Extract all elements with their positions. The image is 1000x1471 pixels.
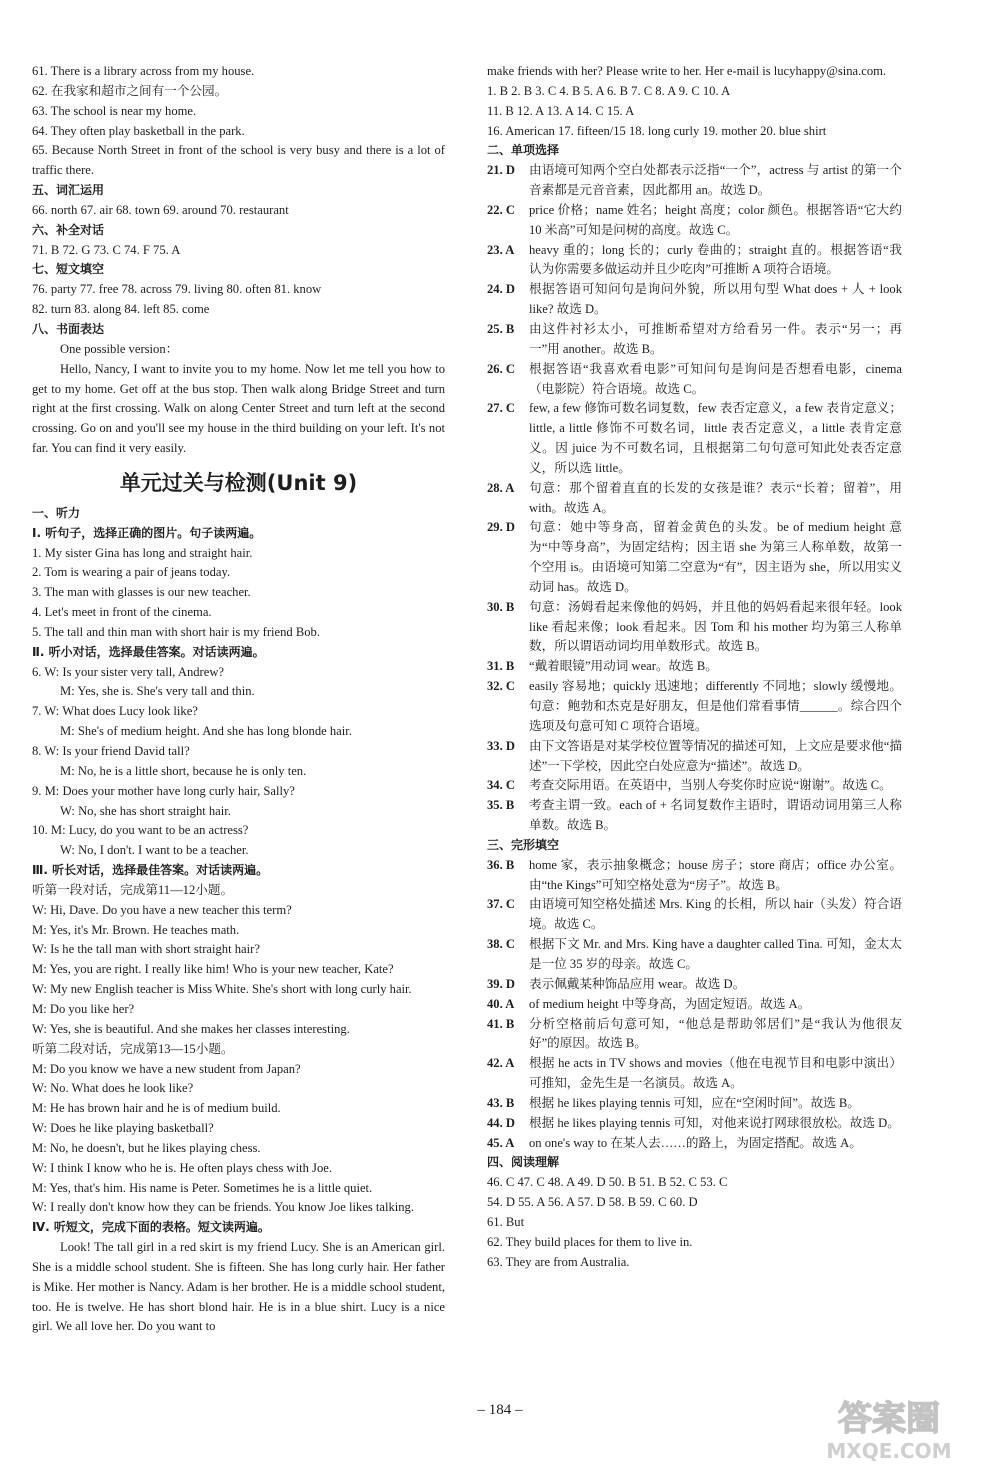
item-explanation: 由语境可知空格处描述 Mrs. King 的长相，所以 hair（头发）符合语境。故选 C。 xyxy=(529,897,902,932)
watermark-main-text: 答案圈 xyxy=(838,1399,940,1439)
explanation-item xyxy=(487,856,902,896)
item-number: 26. C xyxy=(487,361,515,376)
dialogue-line: 10. M: Lucy, do you want to be an actress? xyxy=(32,823,249,838)
explanation-item xyxy=(487,241,902,281)
explanation-item xyxy=(487,1134,902,1154)
item-explanation: 表示佩戴某种饰品应用 wear。故选 D。 xyxy=(529,976,746,991)
item-explanation: 由这件衬衫太小，可推断希望对方给看另一件。表示“另一；再一”用 another。故选 B。 xyxy=(529,321,902,356)
item-number: 25. B xyxy=(487,321,515,336)
passage-paragraph: Look! The tall girl in a red skirt is my friend Lucy. She is an American girl. She is a middle school student. She is fifteen. She has long curly hair. Her father is Mike. Her mother is Nancy. Adam is her brother. He is a middle school student, too. He is twelve. He has short blond hair. He is in a blue shirt. Lucy is a nice girl. We all love her. Do you want to xyxy=(32,1240,445,1334)
part-heading: Ⅳ. 听短文，完成下面的表格。短文读两遍。 xyxy=(32,1220,270,1235)
item-number: 21. D xyxy=(487,163,515,178)
item-number: 43. B xyxy=(487,1095,515,1110)
explanation-item xyxy=(487,995,902,1015)
answer-row: 66. north 67. air 68. town 69. around 70. restaurant xyxy=(32,202,289,217)
dialogue-line: W: Yes, she is beautiful. And she makes her classes interesting. xyxy=(32,1021,350,1036)
explanation-item xyxy=(487,161,902,201)
dialogue-line: M: She's of medium height. And she has long blonde hair. xyxy=(60,724,352,739)
item-number: 30. B xyxy=(487,599,515,614)
unit-title: 单元过关与检测(Unit 9) xyxy=(119,470,358,495)
dialogue-line: M: Do you like her? xyxy=(32,1001,135,1016)
dialogue-line: W: I really don't know how they can be friends. You know Joe likes talking. xyxy=(32,1200,414,1215)
item-explanation: 由语境可知两个空白处都表示泛指“一个”，actress 与 artist 的第一个音素都是元音音素，因此都用 an。故选 D。 xyxy=(529,163,902,198)
dialogue-line: 9. M: Does your mother have long curly hair, Sally? xyxy=(32,783,295,798)
answer-row: 71. B 72. G 73. C 74. F 75. A xyxy=(32,242,181,257)
explanation-item xyxy=(487,677,902,737)
item-explanation: home 家，表示抽象概念；house 房子；store 商店；office 办公室。由“the Kings”可知空格处意为“房子”。故选 B。 xyxy=(529,857,902,892)
dialogue-line: W: My new English teacher is Miss White. She's short with long curly hair. xyxy=(32,982,412,997)
item-explanation: 根据 he likes playing tennis 可知，对他来说打网球很放松。故选 D。 xyxy=(529,1115,900,1130)
answer-row: 1. B 2. B 3. C 4. B 5. A 6. B 7. C 8. A 9. C 10. A xyxy=(487,83,731,98)
explanation-item xyxy=(487,1114,902,1134)
explanation-item xyxy=(487,280,902,320)
answer-row: 11. B 12. A 13. A 14. C 15. A xyxy=(487,103,635,118)
watermark-site-text: MXQE.COM xyxy=(826,1439,952,1463)
item-explanation: 根据 he acts in TV shows and movies（他在电视节目和电影中演出）可推知，金先生是一名演员。故选 A。 xyxy=(529,1056,902,1091)
dialogue-line: W: I think I know who he is. He often plays chess with Joe. xyxy=(32,1160,332,1175)
item-number: 38. C xyxy=(487,937,515,952)
left-column xyxy=(32,62,445,1337)
explanation-item xyxy=(487,737,902,777)
section-heading: 四、阅读理解 xyxy=(487,1155,560,1170)
answer-line: 61. There is a library across from my house. xyxy=(32,64,255,78)
dialogue-line: M: Yes, it's Mr. Brown. He teaches math. xyxy=(32,922,240,937)
dialogue-line: W: No, I don't. I want to be a teacher. xyxy=(60,843,249,858)
explanation-item xyxy=(487,796,902,836)
explanation-item xyxy=(487,895,902,935)
item-explanation: 根据下文 Mr. and Mrs. King have a daughter called Tina. 可知，金太太是一位 35 岁的母亲。故选 C。 xyxy=(529,937,902,971)
item-explanation: 由下文答语是对某学校位置等情况的描述可知，上文应是要求他“描述”一下学校，因此空白处应意为“描述”。故选 D。 xyxy=(529,738,902,773)
explanation-item xyxy=(487,1015,902,1055)
item-number: 28. A xyxy=(487,480,515,495)
item-number: 34. C xyxy=(487,778,515,793)
item-number: 37. C xyxy=(487,897,515,912)
explanation-item xyxy=(487,399,902,478)
item-number: 40. A xyxy=(487,996,515,1011)
item-number: 35. B xyxy=(487,798,515,813)
section-heading: 三、完形填空 xyxy=(487,837,560,852)
dialogue-line: M: Yes, she is. She's very tall and thin. xyxy=(60,684,255,699)
dialogue-line: 6. W: Is your sister very tall, Andrew? xyxy=(32,664,225,679)
item-number: 22. C xyxy=(487,202,515,217)
item-explanation: 句意：那个留着直直的长发的女孩是谁？表示“长着；留着”，用 with。故选 A。 xyxy=(529,480,902,515)
explanation-item xyxy=(487,935,902,975)
item-number: 45. A xyxy=(487,1135,515,1150)
item-number: 24. D xyxy=(487,282,515,297)
passage-continuation: make friends with her? Please write to her. Her e-mail is lucyhappy@sina.com. xyxy=(487,64,887,78)
explanation-item xyxy=(487,776,902,796)
item-number: 39. D xyxy=(487,976,515,991)
answer-row: 76. party 77. free 78. across 79. living 80. often 81. know xyxy=(32,282,322,297)
section-heading: 七、短文填空 xyxy=(32,262,105,277)
dialogue-line: W: Does he like playing basketball? xyxy=(32,1121,214,1136)
dialogue-line: W: Is he the tall man with short straight hair? xyxy=(32,942,260,957)
dialogue-line: 8. W: Is your friend David tall? xyxy=(32,744,190,758)
item-number: 41. B xyxy=(487,1016,515,1031)
watermark-logo xyxy=(794,1392,984,1464)
answer-line: 63. The school is near my home. xyxy=(32,103,197,118)
answer-line: 61. But xyxy=(487,1214,525,1229)
part-heading: Ⅲ. 听长对话，选择最佳答案。对话读两遍。 xyxy=(32,863,269,878)
listening-sentence: 3. The man with glasses is our new teacher. xyxy=(32,585,251,600)
item-number: 23. A xyxy=(487,242,515,257)
answer-row: 54. D 55. A 56. A 57. D 58. B 59. C 60. D xyxy=(487,1195,698,1210)
dialogue-line: W: Hi, Dave. Do you have a new teacher this term? xyxy=(32,902,292,917)
answer-row: 46. C 47. C 48. A 49. D 50. B 51. B 52. C 53. C xyxy=(487,1175,728,1190)
section-heading: 八、书面表达 xyxy=(32,321,105,336)
item-explanation: heavy 重的；long 长的；curly 卷曲的；straight 直的。根据答语“我认为你需要多做运动并且少吃肉”可推断 A 项符合语境。 xyxy=(529,242,902,277)
item-explanation: 分析空格前后句意可知，“他总是帮助邻居们”是“我认为他很友好”的原因。故选 B。 xyxy=(529,1016,902,1051)
part-heading: Ⅱ. 听小对话，选择最佳答案。对话读两遍。 xyxy=(32,644,265,659)
explanation-item xyxy=(487,360,902,400)
explanation-item xyxy=(487,1054,902,1094)
dialogue-line: M: He has brown hair and he is of medium build. xyxy=(32,1101,281,1116)
listening-sentence: 2. Tom is wearing a pair of jeans today. xyxy=(32,565,231,580)
item-explanation: 句意：她中等身高，留着金黄色的头发。be of medium height 意为“中等身高”，为固定结构；因主语 she 为第三人称单数，故第一个空用 is。由语境可知第二空意为“有”，因主语为 she，所以用实义动词 has。故选 D。 xyxy=(529,520,902,594)
section-heading: 六、补全对话 xyxy=(32,222,105,237)
dialogue-line: M: Yes, you are right. I really like him! Who is your new teacher, Kate? xyxy=(32,962,394,977)
explanation-item xyxy=(487,598,902,658)
right-column xyxy=(487,62,902,1272)
item-explanation: 根据 he likes playing tennis 可知，应在“空闲时间”。故选 B。 xyxy=(529,1095,860,1110)
item-number: 31. B xyxy=(487,659,515,674)
essay-paragraph: Hello, Nancy, I want to invite you to my home. Now let me tell you how to get to my home. Get off at the bus stop. Then walk along Bridge Street and turn right at the first crossing. Walk on along Center Street and turn left at the second crossing. Go on and you'll see my house in the third building on your left. It's not far. You can find it very easily. xyxy=(32,361,445,456)
item-number: 29. D xyxy=(487,520,515,535)
part-heading: Ⅰ. 听句子，选择正确的图片。句子读两遍。 xyxy=(32,525,262,540)
listening-sentence: 1. My sister Gina has long and straight hair. xyxy=(32,545,253,560)
item-explanation: price 价格；name 姓名；height 高度；color 颜色。根据答语“它大约 10 米高”可知是问树的高度。故选 C。 xyxy=(529,202,902,237)
section-heading: 二、单项选择 xyxy=(487,143,560,158)
dialogue-line: W: No, she has short straight hair. xyxy=(60,803,231,818)
explanation-item xyxy=(487,1094,902,1114)
explanation-item xyxy=(487,657,902,677)
listening-sentence: 4. Let's meet in front of the cinema. xyxy=(32,605,212,620)
item-explanation: on one's way to 在某人去……的路上，为固定搭配。故选 A。 xyxy=(529,1135,862,1150)
dialogue-line: M: No, he doesn't, but he likes playing chess. xyxy=(32,1140,261,1155)
section-heading: 一、听力 xyxy=(32,505,81,520)
item-explanation: easily 容易地；quickly 迅速地；differently 不同地；slowly 缓慢地。句意：鲍勃和杰克是好朋友，但是他们常看事情______。综合四个选项及句意可知 C 项符合语境。 xyxy=(529,679,902,733)
answer-line: 63. They are from Australia. xyxy=(487,1254,630,1269)
item-explanation: 考查主谓一致。each of + 名词复数作主语时，谓语动词用第三人称单数。故选 B。 xyxy=(529,798,902,833)
item-explanation: 根据答语可知问句是询问外貌，所以用句型 What does + 人 + look like? 故选 D。 xyxy=(529,282,902,317)
item-number: 44. D xyxy=(487,1115,515,1130)
listening-sentence: 5. The tall and thin man with short hair is my friend Bob. xyxy=(32,624,320,639)
dialogue-line: M: Yes, that's him. His name is Peter. Sometimes he is a little quiet. xyxy=(32,1180,373,1195)
answer-line: 64. They often play basketball in the park. xyxy=(32,123,245,138)
item-explanation: 根据答语“我喜欢看电影”可知问句是询问是否想看电影，cinema（电影院）符合语境。故选 C。 xyxy=(529,361,902,396)
item-number: 27. C xyxy=(487,401,515,416)
explanation-item xyxy=(487,479,902,519)
item-number: 33. D xyxy=(487,738,515,753)
dialogue-intro: 听第一段对话，完成第11—12小题。 xyxy=(32,882,234,897)
answer-line: 65. Because North Street in front of the school is very busy and there is a lot of traffic there. xyxy=(32,143,445,178)
item-explanation: 句意：汤姆看起来像他的妈妈，并且他的妈妈看起来很年轻。look like 看起来像；look 看起来。因 Tom 和 his mother 均为第三人称单数，所以谓语动词均用单数形式。故选 B。 xyxy=(529,599,902,654)
dialogue-intro: 听第二段对话，完成第13—15小题。 xyxy=(32,1041,234,1056)
answer-row: 82. turn 83. along 84. left 85. come xyxy=(32,302,210,317)
item-number: 42. A xyxy=(487,1056,515,1071)
item-explanation: few, a few 修饰可数名词复数，few 表否定意义，a few 表肯定意义；little, a little 修饰不可数名词，little 表否定意义，a little 表肯定意义。因 juice 为不可数名词，且根据第二句句意可知此处表否定意义，所以选 little。 xyxy=(529,401,902,475)
explanation-item xyxy=(487,320,902,360)
dialogue-line: M: Do you know we have a new student from Japan? xyxy=(32,1061,301,1076)
dialogue-line: 7. W: What does Lucy look like? xyxy=(32,704,198,719)
item-number: 36. B xyxy=(487,857,515,872)
item-explanation: of medium height 中等身高，为固定短语。故选 A。 xyxy=(529,996,811,1011)
section-heading: 五、词汇运用 xyxy=(32,183,105,198)
page-number: – 184 – xyxy=(477,1402,523,1418)
version-label: One possible version： xyxy=(60,341,179,356)
answer-row: 16. American 17. fifteen/15 18. long curly 19. mother 20. blue shirt xyxy=(487,123,827,138)
item-explanation: “戴着眼镜”用动词 wear。故选 B。 xyxy=(529,659,718,674)
explanation-item xyxy=(487,975,902,995)
explanation-item xyxy=(487,518,902,597)
dialogue-line: W: No. What does he look like? xyxy=(32,1081,194,1096)
explanation-item xyxy=(487,201,902,241)
dialogue-line: M: No, he is a little short, because he is only ten. xyxy=(60,763,307,778)
answer-line: 62. 在我家和超市之间有一个公园。 xyxy=(32,83,228,98)
item-number: 32. C xyxy=(487,679,515,694)
item-explanation: 考查交际用语。在英语中，当别人夸奖你时应说“谢谢”。故选 C。 xyxy=(529,778,892,793)
answer-line: 62. They build places for them to live in. xyxy=(487,1234,693,1249)
